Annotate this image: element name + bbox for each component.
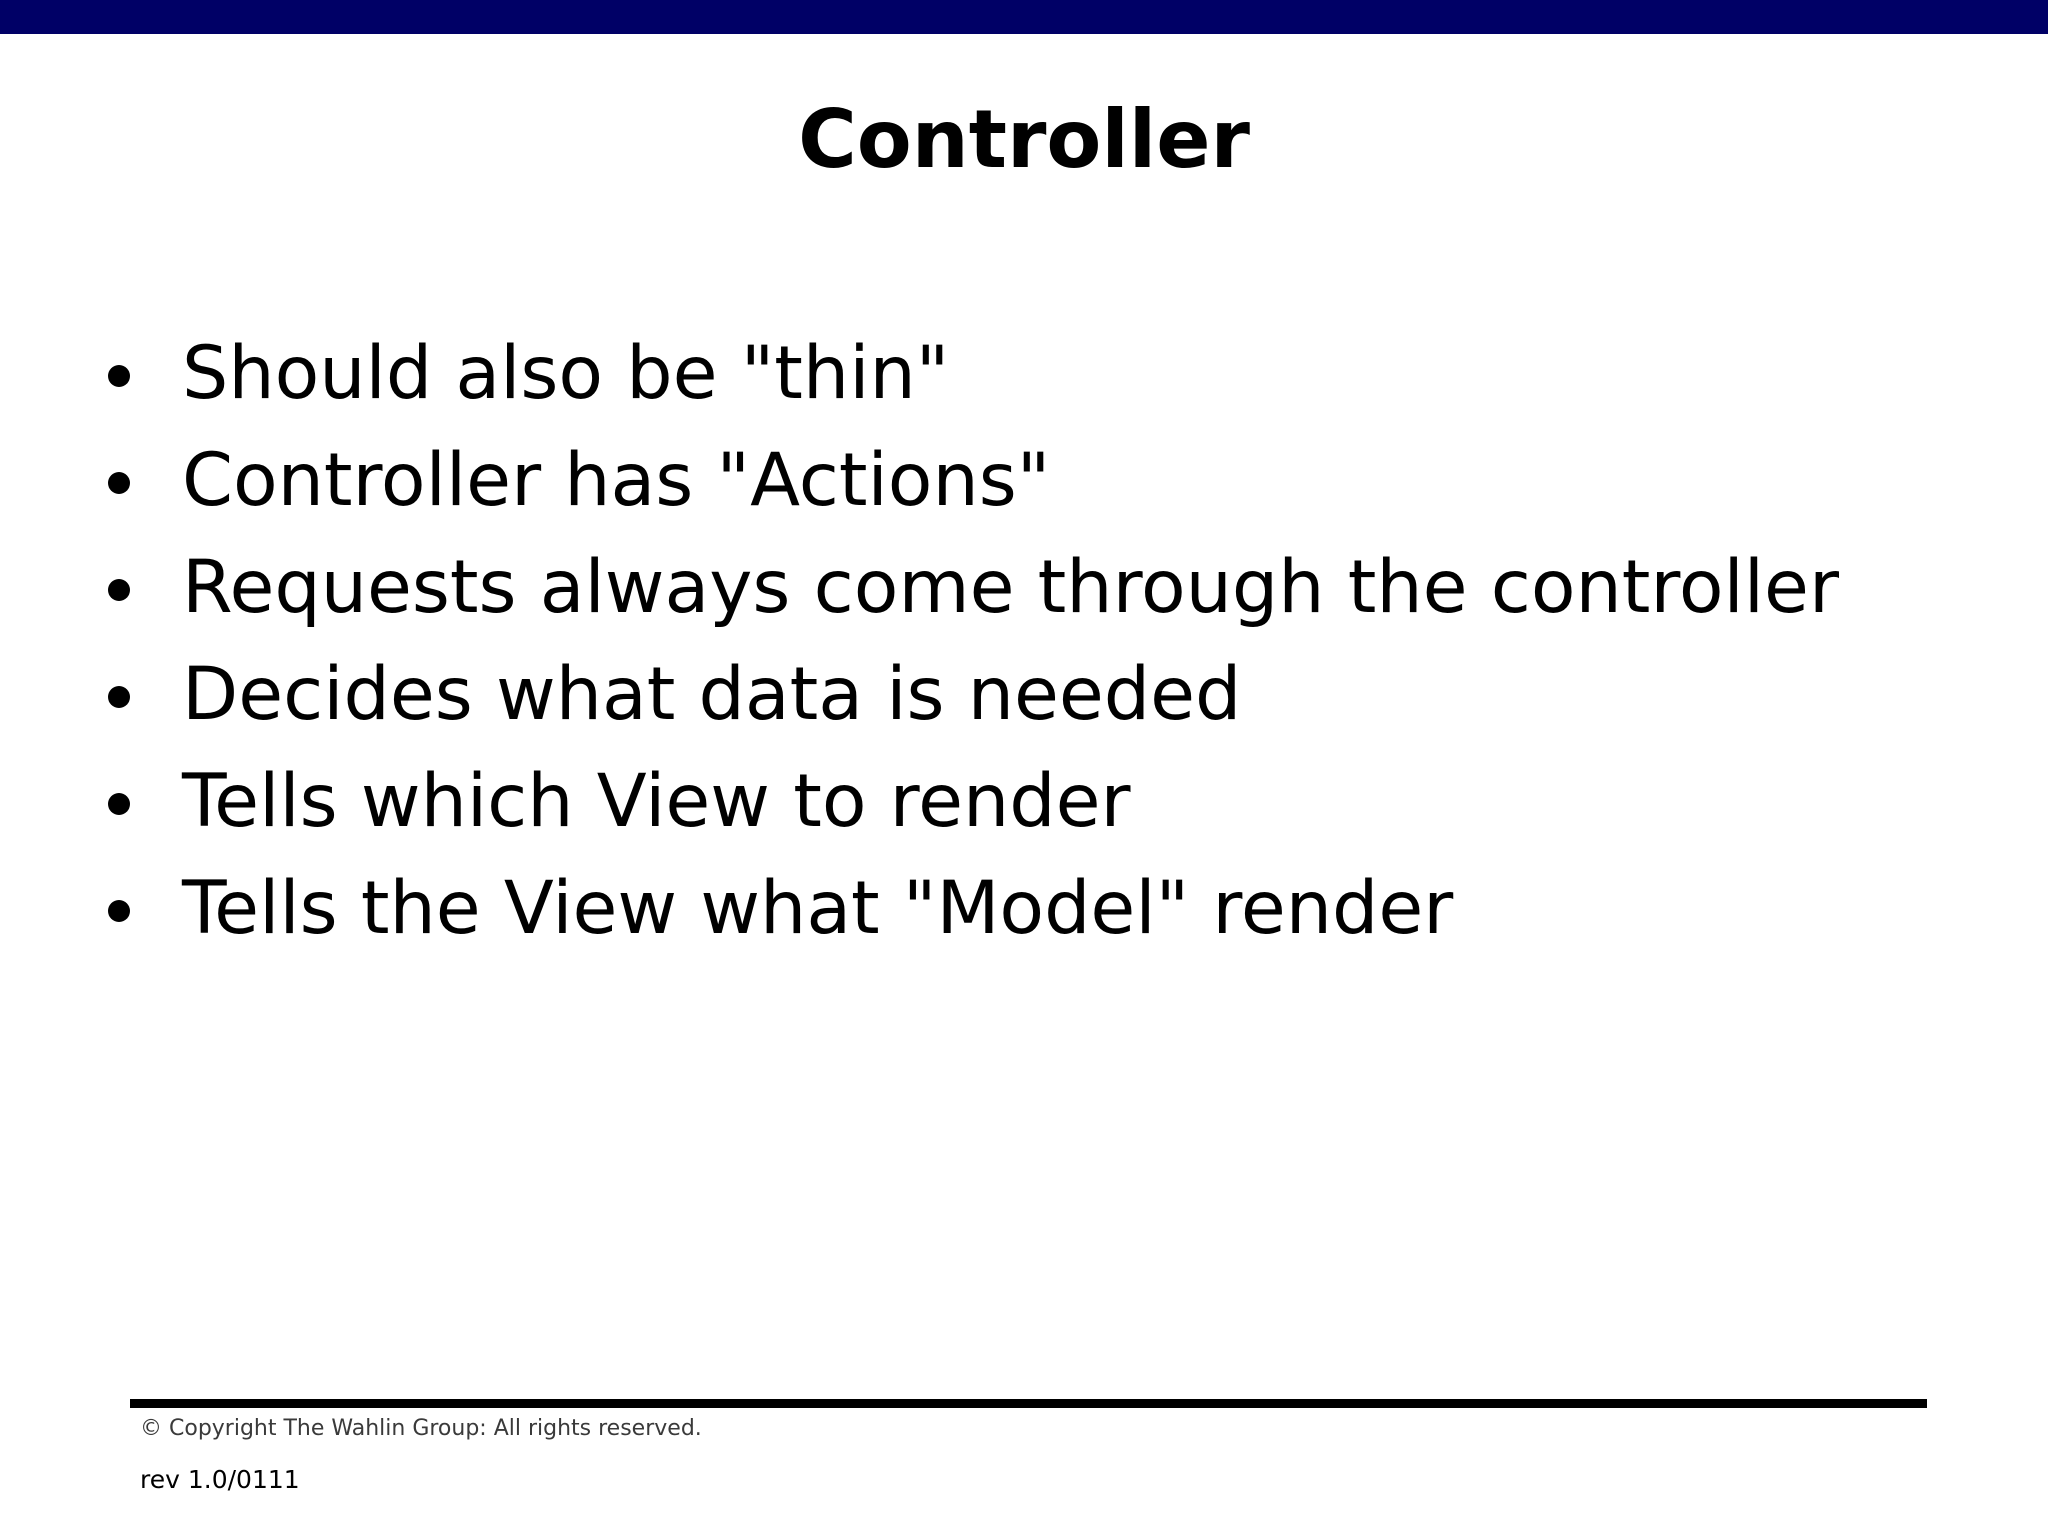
bullet-text: Requests always come through the controller	[182, 545, 1839, 630]
copyright-notice: © Copyright The Wahlin Group: All rights reserved.	[140, 1416, 702, 1441]
bullet-dot-icon	[108, 579, 130, 601]
bullet-text: Tells which View to render	[182, 759, 1131, 844]
bullet-dot-icon	[108, 900, 130, 922]
bullet-list	[104, 320, 1839, 962]
bullet-text: Tells the View what "Model" render	[182, 866, 1454, 951]
bullet-item	[104, 748, 1839, 855]
revision-label: rev 1.0/0111	[140, 1465, 300, 1494]
footer-divider	[130, 1399, 1927, 1408]
slide-title	[0, 85, 2048, 195]
top-banner-bar	[0, 0, 2048, 34]
bullet-item	[104, 855, 1839, 962]
bullet-text: Decides what data is needed	[182, 652, 1242, 737]
bullet-item	[104, 320, 1839, 427]
slide-title-text: Controller	[798, 93, 1250, 186]
bullet-text: Controller has "Actions"	[182, 438, 1051, 523]
bullet-item	[104, 427, 1839, 534]
bullet-dot-icon	[108, 793, 130, 815]
bullet-dot-icon	[108, 365, 130, 387]
bullet-item	[104, 534, 1839, 641]
bullet-text: Should also be "thin"	[182, 331, 950, 416]
bullet-dot-icon	[108, 686, 130, 708]
bullet-dot-icon	[108, 472, 130, 494]
bullet-item	[104, 641, 1839, 748]
